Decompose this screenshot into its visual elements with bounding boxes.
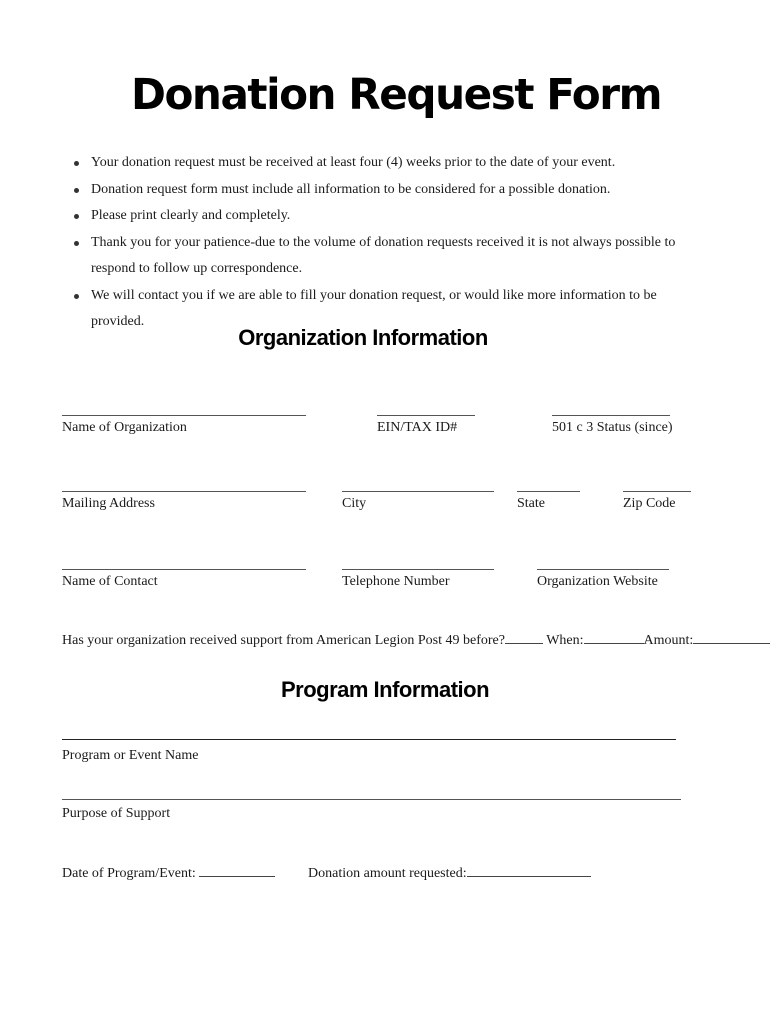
city-label: City: [342, 496, 367, 511]
state-label: State: [517, 496, 545, 511]
telephone-line[interactable]: [342, 569, 494, 570]
program-date-label: Date of Program/Event:: [62, 866, 196, 881]
zip-code-label: Zip Code: [623, 496, 676, 511]
when-label: When:: [546, 633, 584, 648]
website-field[interactable]: [537, 569, 669, 589]
bullet-icon: [74, 294, 79, 299]
zip-code-field[interactable]: [623, 491, 691, 511]
event-name-line[interactable]: [62, 739, 676, 740]
instruction-text: Thank you for your patience-due to the volume of donation requests received it is not always possible to respond to follow up correspondence.: [91, 234, 676, 276]
city-line[interactable]: [342, 491, 494, 492]
status-field[interactable]: [552, 415, 673, 435]
page-title: Donation Request Form: [130, 70, 662, 120]
donation-amount-blank[interactable]: [467, 865, 591, 877]
event-name-label: Program or Event Name: [62, 748, 199, 763]
website-label: Organization Website: [537, 574, 658, 589]
organization-name-label: Name of Organization: [62, 420, 187, 435]
purpose-label: Purpose of Support: [62, 806, 171, 821]
support-question-text: Has your organization received support from American Legion Post 49 before?: [62, 633, 505, 648]
zip-code-line[interactable]: [623, 491, 691, 492]
program-date-row: [62, 865, 275, 882]
purpose-field[interactable]: [62, 799, 681, 821]
ein-line[interactable]: [377, 415, 475, 416]
organization-heading: Organization Information: [238, 325, 488, 350]
status-label: 501 c 3 Status (since): [552, 420, 673, 435]
event-name-field[interactable]: [62, 739, 676, 763]
support-answer-blank[interactable]: [505, 632, 543, 644]
contact-name-line[interactable]: [62, 569, 306, 570]
bullet-icon: [74, 241, 79, 246]
purpose-line[interactable]: [62, 799, 681, 800]
bullet-icon: [74, 214, 79, 219]
status-line[interactable]: [552, 415, 670, 416]
program-date-blank[interactable]: [199, 865, 275, 877]
city-field[interactable]: [342, 491, 494, 511]
state-line[interactable]: [517, 491, 580, 492]
instruction-text: Your donation request must be received at least four (4) weeks prior to the date of your event.: [91, 155, 616, 170]
telephone-field[interactable]: [342, 569, 494, 589]
telephone-label: Telephone Number: [342, 574, 450, 589]
instruction-text: Please print clearly and completely.: [91, 208, 291, 223]
contact-name-field[interactable]: [62, 569, 306, 589]
website-line[interactable]: [537, 569, 669, 570]
instruction-item: [74, 177, 694, 204]
mailing-address-label: Mailing Address: [62, 496, 155, 511]
instruction-text: We will contact you if we are able to fill your donation request, or would like more information to be provided.: [91, 287, 657, 329]
mailing-address-field[interactable]: [62, 491, 306, 511]
organization-name-line[interactable]: [62, 415, 306, 416]
instruction-item: [74, 150, 694, 177]
bullet-icon: [74, 161, 79, 166]
support-question-row: [62, 632, 770, 649]
ein-field[interactable]: [377, 415, 475, 435]
ein-label: EIN/TAX ID#: [377, 420, 458, 435]
organization-name-field[interactable]: [62, 415, 306, 435]
donation-amount-label: Donation amount requested:: [308, 866, 467, 881]
mailing-address-line[interactable]: [62, 491, 306, 492]
program-heading: Program Information: [280, 677, 490, 702]
donation-amount-row: [308, 865, 591, 882]
bullet-icon: [74, 188, 79, 193]
instruction-item: [74, 203, 694, 230]
instruction-item: [74, 230, 694, 283]
instruction-text: Donation request form must include all information to be considered for a possible donation.: [91, 181, 611, 197]
contact-name-label: Name of Contact: [62, 574, 158, 589]
amount-label: Amount:: [643, 633, 694, 648]
when-blank[interactable]: [584, 632, 644, 644]
state-field[interactable]: [517, 491, 580, 511]
instructions-list: [74, 150, 694, 336]
amount-blank[interactable]: [693, 632, 770, 644]
